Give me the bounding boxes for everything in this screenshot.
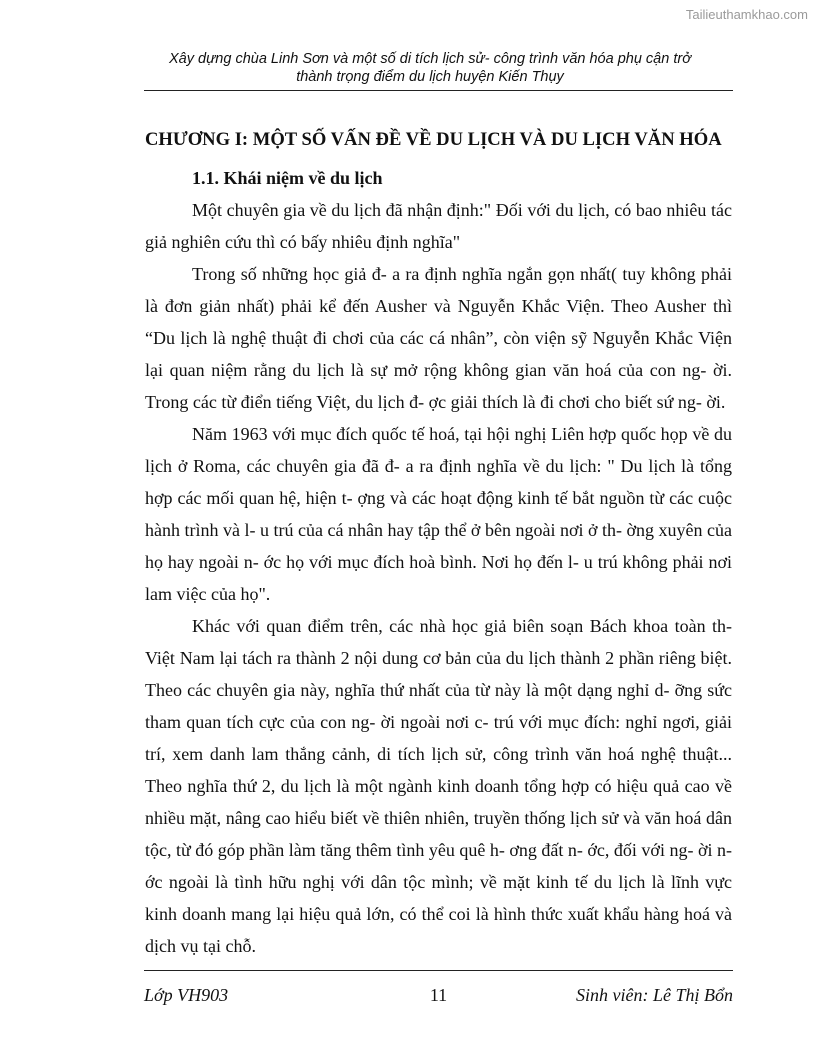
paragraph-4: Khác với quan điểm trên, các nhà học giả biên soạn Bách khoa toàn th- Việt Nam lại tách ra thành 2 nội dung cơ bản của du lịch thành 2 phần riêng biệt. Theo các chuyên gia này, nghĩa thứ nhất của từ này là một dạng nghỉ d- ỡng sức tham quan tích cực của con ng- ời ngoài nơi c- trú với mục đích: nghỉ ngơi, giải trí, xem danh lam thắng cảnh, di tích lịch sử, công trình văn hoá nghệ thuật... Theo nghĩa thứ 2, du lịch là một ngành kinh doanh tổng hợp có hiệu quả cao về nhiều mặt, nâng cao hiểu biết về thiên nhiên, truyền thống lịch sử và văn hoá dân tộc, từ đó góp phần làm tăng thêm tình yêu quê h- ơng đất n- ớc, đối với ng- ời n- ớc ngoài là tình hữu nghị với dân tộc mình; về mặt kinh tế du lịch là lĩnh vực kinh doanh mang lại hiệu quả lớn, có thể coi là hình thức xuất khẩu hàng hoá và dịch vụ tại chỗ. (145, 616, 732, 956)
running-header-line-2: thành trọng điểm du lịch huyện Kiến Thụy (296, 69, 564, 85)
watermark-text: Tailieuthamkhao.com (685, 7, 808, 22)
paragraph-2: Trong số những học giả đ- a ra định nghĩa ngắn gọn nhất( tuy không phải là đơn giản nhất) phải kể đến Ausher và Nguyễn Khắc Viện. Theo Ausher thì “Du lịch là nghệ thuật đi chơi của các cá nhân”, còn viện sỹ Nguyễn Khắc Viện lại quan niệm rằng du lịch là sự mở rộng không gian văn hoá của con ng- ời. Trong các từ điển tiếng Việt, du lịch đ- ợc giải thích là đi chơi cho biết sứ ng- ời. (145, 264, 732, 412)
footer-student-label: Sinh viên: Lê Thị Bổn (576, 985, 733, 1005)
page-body (145, 118, 732, 962)
section-title: 1.1. Khái niệm về du lịch (192, 168, 383, 188)
chapter-title: CHƯƠNG I: MỘT SỐ VẤN ĐỀ VỀ DU LỊCH VÀ DU LỊCH VĂN HÓA (145, 129, 722, 150)
footer-class-label: Lớp VH903 (144, 985, 229, 1005)
paragraph-1: Một chuyên gia về du lịch đã nhận định:" Đối với du lịch, có bao nhiêu tác giả nghiên cứu thì có bấy nhiêu định nghĩa" (145, 200, 732, 252)
footer-divider (144, 970, 733, 971)
running-header-line-1: Xây dựng chùa Linh Sơn và một số di tích lịch sử- công trình văn hóa phụ cận trở (169, 51, 691, 67)
page-footer (144, 985, 733, 1009)
running-header (130, 50, 730, 86)
header-divider (144, 90, 733, 91)
page-number: 11 (429, 985, 448, 1005)
paragraph-3: Năm 1963 với mục đích quốc tế hoá, tại hội nghị Liên hợp quốc họp về du lịch ở Roma, các chuyên gia đã đ- a ra định nghĩa về du lịch: " Du lịch là tổng hợp các mối quan hệ, hiện t- ợng và các hoạt động kinh tế bắt nguồn từ các cuộc hành trình và l- u trú của cá nhân hay tập thể ở bên ngoài nơi ở th- ờng xuyên của họ hay ngoài n- ớc họ với mục đích hoà bình. Nơi họ đến l- u trú không phải nơi lam việc của họ". (145, 424, 732, 604)
